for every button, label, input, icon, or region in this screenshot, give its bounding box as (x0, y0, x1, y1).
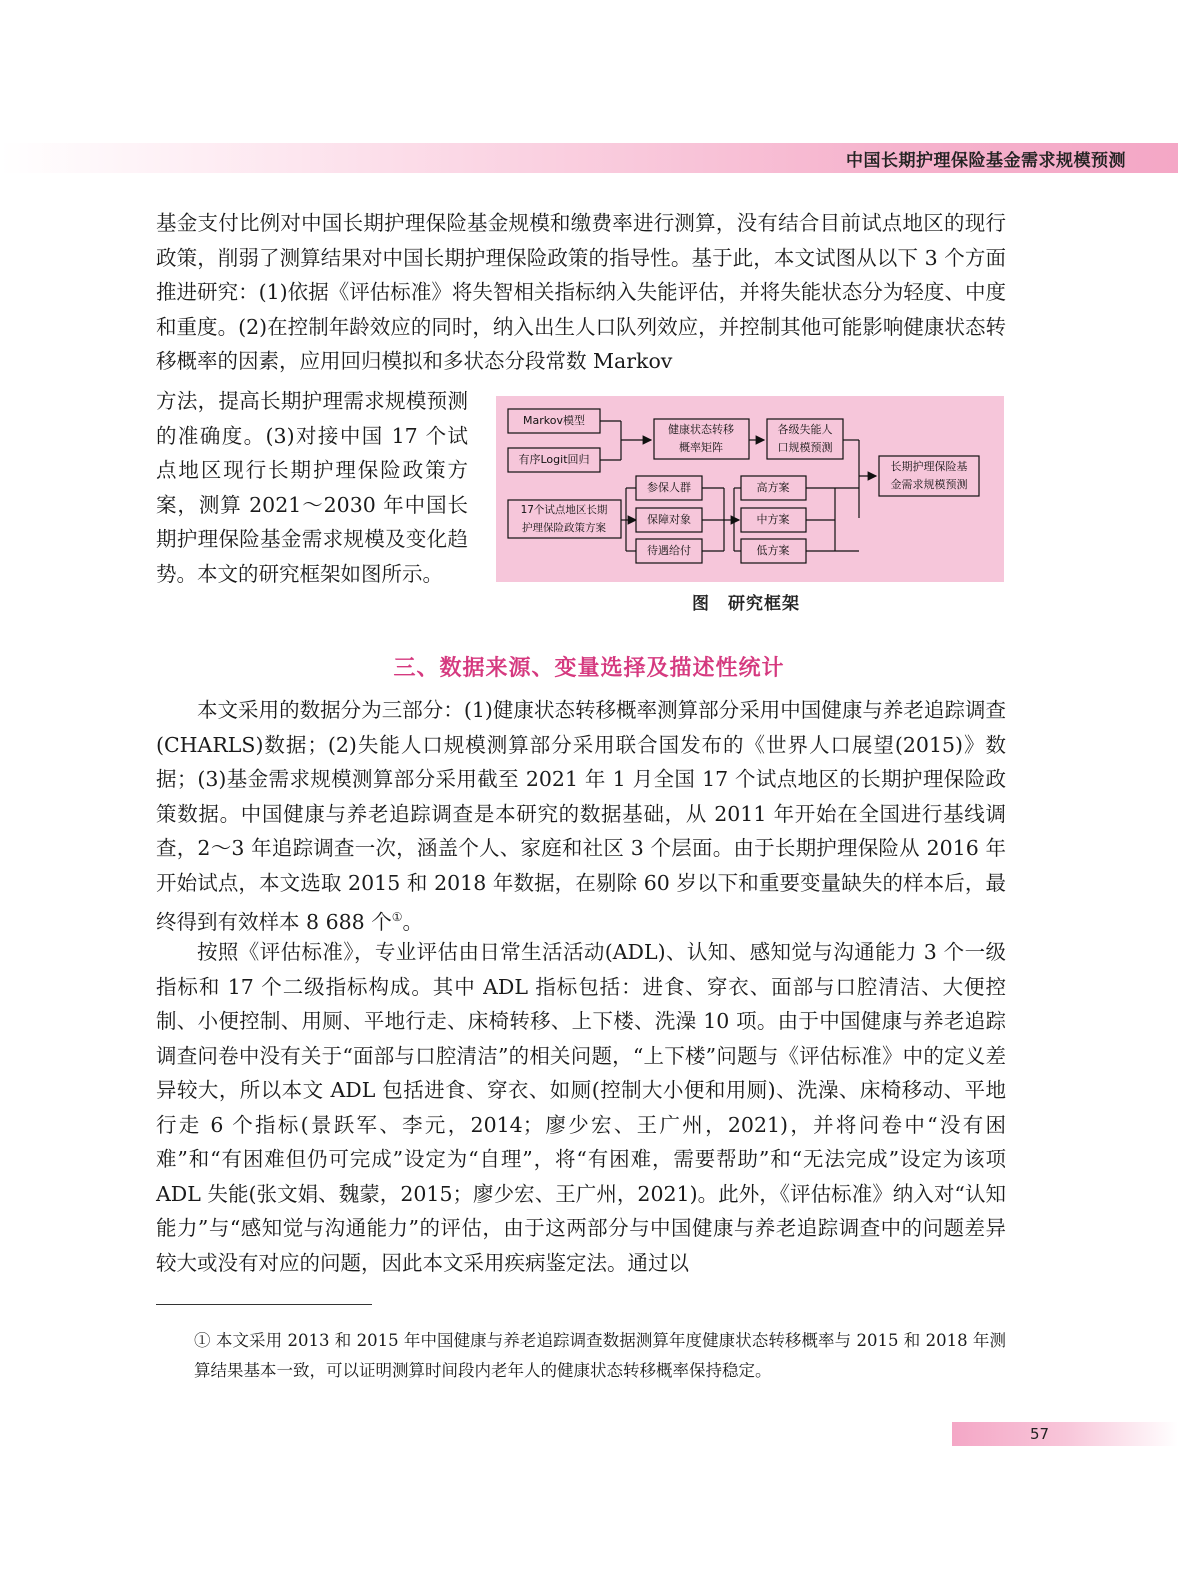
pilot-label-2: 护理保险政策方案 (522, 522, 606, 534)
fund-label-1: 长期护理保险基 (890, 460, 968, 473)
figure-caption: 图 研究框架 (692, 594, 800, 614)
low-label: 低方案 (756, 544, 790, 557)
footer-band (952, 1422, 1178, 1446)
footnote-text: 本文采用 2013 和 2015 年中国健康与养老追踪调查数据测算年度健康状态转移概率与 2015 和 2018 年测算结果基本一致，可以证明测算时间段内老年人的健康状态转移概率保持稳定。 (194, 1331, 1006, 1380)
benefits-label: 待遇给付 (647, 544, 691, 557)
data-sources-text: 本文采用的数据分为三部分：(1)健康状态转移概率测算部分采用中国健康与养老追踪调查(CHARLS)数据；(2)失能人口规模测算部分采用联合国发布的《世界人口展望(2015)》数据；(3)基金需求规模测算部分采用截至 2021 年 1 月全国 17 个试点地区的长期护理保险政策数据。中国健康与养老追踪调查是本研究的数据基础，从 2011 年开始在全国进行基线调查，2～3 年追踪调查一次，涵盖个人、家庭和社区 3 个层面。由于长期护理保险从 2016 年开始试点，本文选取 2015 和 2018 年数据，在剔除 60 岁以下和重要变量缺失的样本后，最终得到有效样本 8 688 个 (156, 698, 1006, 934)
side-paragraph: 方法，提高长期护理需求规模预测的准确度。(3)对接中国 17 个试点地区现行长期护理保险政策方案，测算 2021～2030 年中国长期护理保险基金需求规模及变化趋势。本文的研究框架如图所示。 (156, 389, 468, 586)
transition-label-2: 概率矩阵 (679, 441, 723, 454)
markov-label: Markov模型 (523, 414, 585, 427)
footnote (194, 1326, 1006, 1386)
data-sources-end: 。 (402, 909, 423, 934)
footnote-marker: ① (194, 1331, 211, 1350)
footnote-rule (156, 1304, 372, 1305)
data-sources-paragraph (156, 693, 1006, 939)
adl-paragraph: 按照《评估标准》，专业评估由日常生活活动(ADL)、认知、感知觉与沟通能力 3 个一级指标和 17 个二级指标构成。其中 ADL 指标包括：进食、穿衣、面部与口腔清洁、大便控制、小便控制、用厕、平地行走、床椅转移、上下楼、洗澡 10 项。由于中国健康与养老追踪调查问卷中没有关于“面部与口腔清洁”的相关问题，“上下楼”问题与《评估标准》中的定义差异较大，所以本文 ADL 包括进食、穿衣、如厕(控制大小便和用厕)、洗澡、床椅移动、平地行走 6 个指标(景跃军、李元，2014；廖少宏、王广州，2021)，并将问卷中“没有困难”和“有困难但仍可完成”设定为“自理”，将“有困难，需要帮助”和“无法完成”设定为该项 ADL 失能(张文娟、魏蒙，2015；廖少宏、王广州，2021)。此外，《评估标准》纳入对“认知能力”与“感知觉与沟通能力”的评估，由于这两部分与中国健康与养老追踪调查中的问题差异较大或没有对应的问题，因此本文采用疾病鉴定法。通过以 (156, 940, 1006, 1275)
page-number: 57 (1030, 1425, 1050, 1443)
research-framework-figure (496, 396, 1004, 582)
pilot-label-1: 17个试点地区长期 (520, 504, 608, 516)
coverage-label: 保障对象 (647, 513, 691, 526)
section-heading: 三、数据来源、变量选择及描述性统计 (393, 656, 785, 681)
footnote-reference[interactable]: ① (391, 910, 403, 924)
disabled-label-2: 口规模预测 (777, 441, 833, 454)
fund-label-2: 金需求规模预测 (890, 478, 968, 491)
high-label: 高方案 (756, 481, 790, 494)
transition-label-1: 健康状态转移 (668, 423, 734, 436)
disabled-label-1: 各级失能人 (777, 423, 833, 436)
running-title: 中国长期护理保险基金需求规模预测 (846, 151, 1126, 171)
mid-label: 中方案 (756, 513, 790, 526)
intro-paragraph: 基金支付比例对中国长期护理保险基金规模和缴费率进行测算，没有结合目前试点地区的现行政策，削弱了测算结果对中国长期护理保险政策的指导性。基于此，本文试图从以下 3 个方面推进研究：(1)依据《评估标准》将失智相关指标纳入失能评估，并将失能状态分为轻度、中度和重度。(2)在控制年龄效应的同时，纳入出生人口队列效应，并控制其他可能影响健康状态转移概率的因素，应用回归模拟和多状态分段常数 Markov (156, 211, 1006, 373)
insured-label: 参保人群 (647, 481, 691, 494)
logit-label: 有序Logit回归 (518, 453, 590, 466)
